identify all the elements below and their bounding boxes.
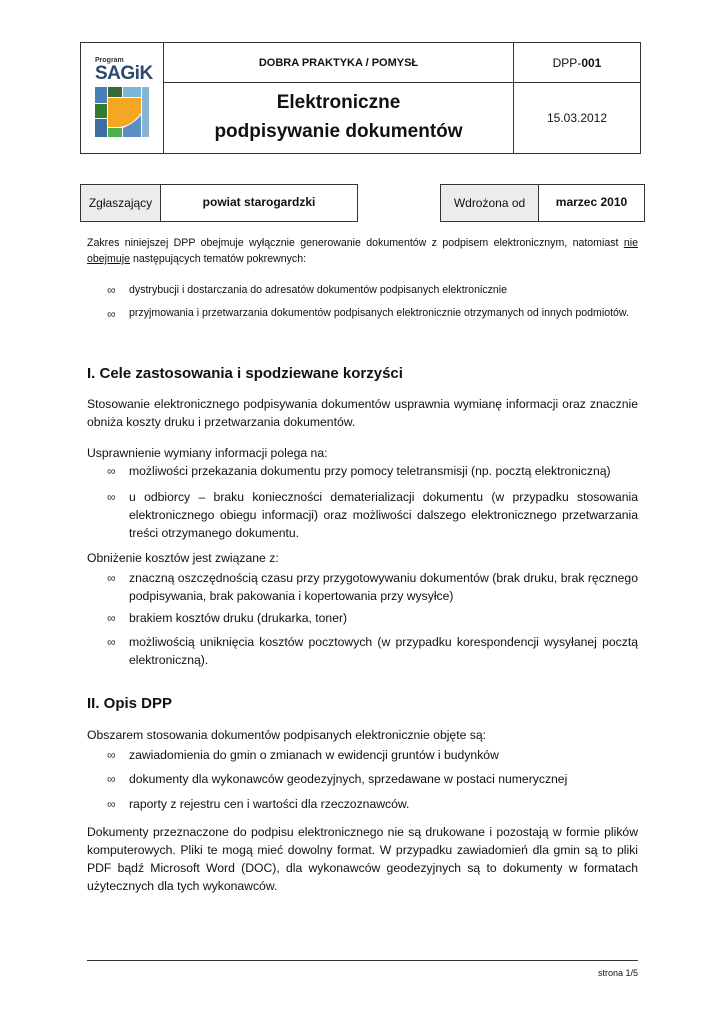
cost-intro: Obniżenie kosztów jest związane z: — [87, 551, 279, 565]
sagik-logo-icon — [95, 87, 149, 137]
document-title-line2: podpisywanie dokumentów — [214, 121, 463, 142]
document-category: DOBRA PRAKTYKA / POMYSŁ — [164, 43, 513, 83]
document-code-number: 001 — [581, 55, 602, 70]
bullet-icon: ∞ — [107, 307, 116, 321]
bullet-icon: ∞ — [107, 283, 116, 297]
document-header — [80, 42, 641, 154]
bullet-icon: ∞ — [107, 772, 116, 786]
list-item: zawiadomienia do gmin o zmianach w ewidencji gruntów i budynków — [129, 748, 499, 762]
logo-program-text: Program — [95, 57, 124, 64]
bullet-icon: ∞ — [107, 635, 116, 649]
list-item: brakiem kosztów druku (drukarka, toner) — [129, 611, 348, 625]
bullet-icon: ∞ — [107, 748, 116, 762]
list-item: znaczną oszczędnością czasu przy przygotowywaniu dokumentów (brak druku, brak ręcznego podpisywania, brak pakowania i kopertowania przy wysyłce) — [129, 571, 638, 603]
document-title-line1: Elektroniczne — [276, 92, 401, 113]
section-1-paragraph: Stosowanie elektronicznego podpisywania dokumentów usprawnia wymianę informacji oraz znacznie obniża koszty druku i przetwarzania dokumentów. — [87, 397, 638, 429]
document-date: 15.03.2012 — [546, 111, 608, 125]
logo-cell — [81, 43, 164, 153]
list-item: możliwości przekazania dokumentu przy pomocy teletransmisji (np. pocztą elektroniczną) — [129, 464, 611, 478]
section-1-heading: I. Cele zastosowania i spodziewane korzyści — [87, 365, 403, 382]
document-code-prefix: DPP- — [552, 55, 582, 70]
bullet-icon: ∞ — [107, 611, 116, 625]
bullet-icon: ∞ — [107, 797, 116, 811]
list-item: raporty z rejestru cen i wartości dla rzeczoznawców. — [129, 797, 410, 811]
list-item: u odbiorcy – braku konieczności dematerializacji dokumentu (w przypadku stosowania elektronicznego obiegu informacji) oraz możliwości dalszego elektronicznego przetwarzania treści otrzymanego dokumentu. — [129, 490, 638, 540]
exchange-intro: Usprawnienie wymiany informacji polega na: — [87, 446, 328, 460]
logo-brand-text: SAGiK — [95, 63, 153, 84]
submitter-value: powiat starogardzki — [160, 184, 358, 222]
bullet-icon: ∞ — [107, 490, 116, 504]
intro-paragraph: Zakres niniejszej DPP obejmuje wyłącznie generowanie dokumentów z podpisem elektronicznym, natomiast nie obejmuje następujących tematów pokrewnych: — [87, 237, 638, 265]
section-2-paragraph: Dokumenty przeznaczone do podpisu elektronicznego nie są drukowane i pozostają w formie plików komputerowych. Pliki te mogą mieć dowolny format. W przypadku zawiadomień dla gmin są to pliki PDF bądź Microsoft Word (DOC), dla wykonawców geodezyjnych są to dokumenty w formatach użytecznych dla tych wykonawców. — [87, 825, 638, 893]
section-2-intro: Obszarem stosowania dokumentów podpisanych elektronicznie objęte są: — [87, 728, 487, 742]
footer-divider — [87, 960, 638, 961]
deployed-label: Wdrożona od — [440, 184, 539, 222]
deployed-value: marzec 2010 — [538, 184, 645, 222]
intro-underlined: nie obejmuje — [87, 237, 638, 265]
bullet-icon: ∞ — [107, 464, 116, 478]
document-code — [514, 43, 640, 83]
page-number: strona 1/5 — [597, 968, 638, 978]
list-item: możliwością uniknięcia kosztów pocztowych (w przypadku korespondencji wysyłanej pocztą elektroniczną). — [129, 635, 638, 667]
section-2-heading: II. Opis DPP — [87, 695, 173, 712]
submitter-label: Zgłaszający — [80, 184, 161, 222]
list-item: dystrybucji i dostarczania do adresatów dokumentów podpisanych elektronicznie — [129, 284, 508, 296]
title-cell — [164, 43, 514, 153]
document-title — [164, 83, 513, 153]
bullet-icon: ∞ — [107, 571, 116, 585]
list-item: dokumenty dla wykonawców geodezyjnych, sprzedawane w postaci numerycznej — [129, 772, 568, 786]
list-item: przyjmowania i przetwarzania dokumentów podpisanych elektronicznie otrzymanych od innych podmiotów. — [129, 307, 629, 319]
